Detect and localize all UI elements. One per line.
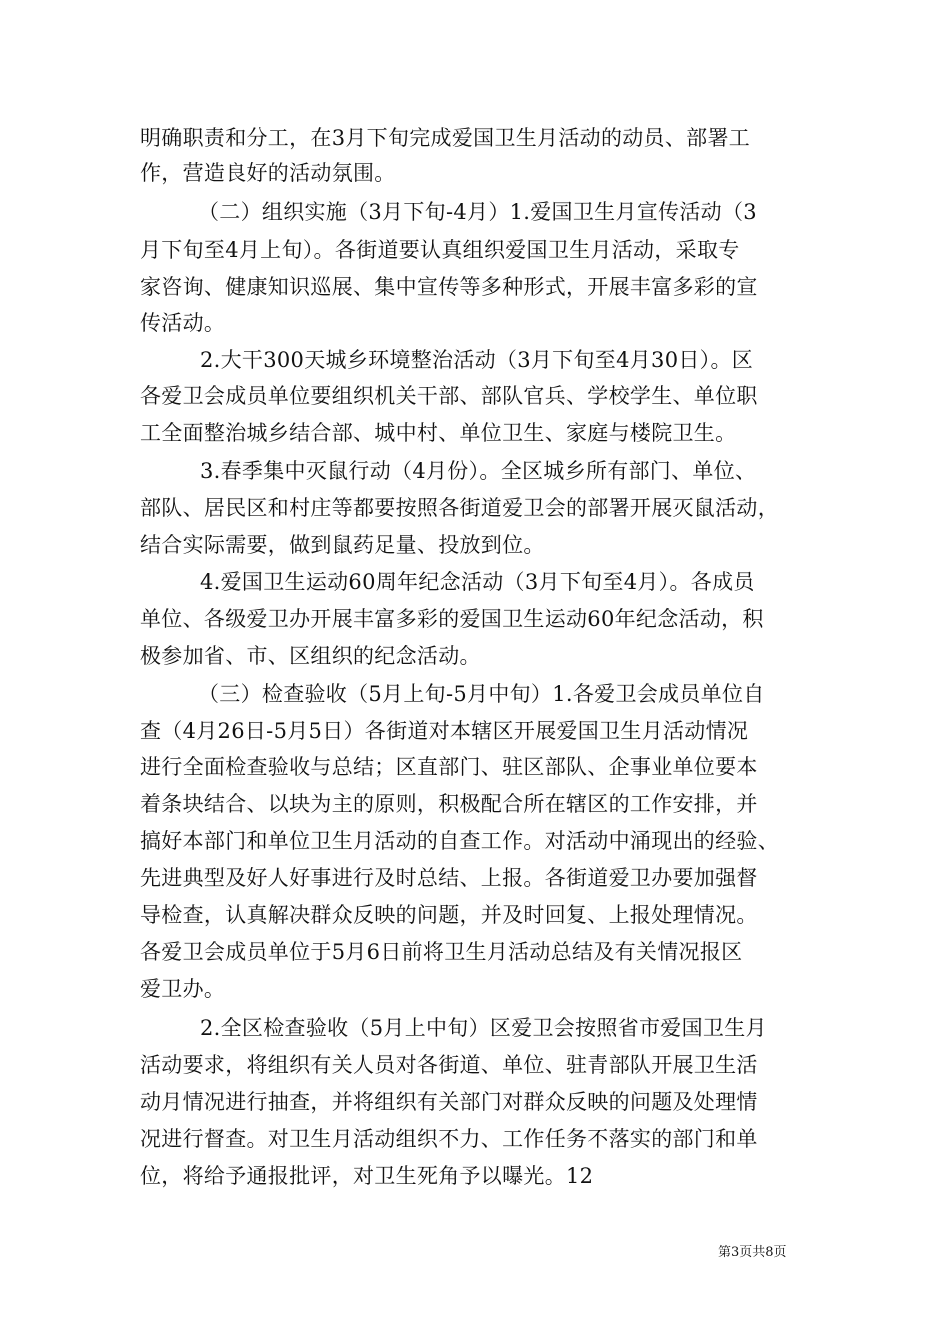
section-heading-line: （三）检查验收（5月上旬-5月中旬）1.各爱卫会成员单位自 <box>198 682 765 706</box>
text-line: 2.全区检查验收（5月上中旬）区爱卫会按照省市爱国卫生月 <box>200 1016 767 1040</box>
text-line: 导检查，认真解决群众反映的问题，并及时回复、上报处理情况。 <box>140 903 758 927</box>
section-heading-line: （二）组织实施（3月下旬-4月）1.爱国卫生月宣传活动（3 <box>198 200 757 224</box>
text-line: 着条块结合、以块为主的原则，积极配合所在辖区的工作安排，并 <box>140 792 758 816</box>
text-line: 结合实际需要，做到鼠药足量、投放到位。 <box>140 533 545 557</box>
text-line: 先进典型及好人好事进行及时总结、上报。各街道爱卫办要加强督 <box>140 866 758 890</box>
text-line: 各爱卫会成员单位要组织机关干部、部队官兵、学校学生、单位职 <box>140 384 758 408</box>
text-line: 位，将给予通报批评，对卫生死角予以曝光。12 <box>140 1164 594 1188</box>
text-line: 作，营造良好的活动氛围。 <box>140 161 396 185</box>
page-number-footer: 第3页共8页 <box>718 1245 787 1260</box>
text-line: 月下旬至4月上旬）。各街道要认真组织爱国卫生月活动，采取专 <box>140 238 740 262</box>
text-line: 各爱卫会成员单位于5月6日前将卫生月活动总结及有关情况报区 <box>140 940 743 964</box>
text-line: 活动要求，将组织有关人员对各街道、单位、驻青部队开展卫生活 <box>140 1053 758 1077</box>
text-line: 传活动。 <box>140 311 226 335</box>
text-line: 爱卫办。 <box>140 977 226 1001</box>
text-line: 搞好本部门和单位卫生月活动的自查工作。对活动中涌现出的经验、 <box>140 829 779 853</box>
text-line: 2.大干300天城乡环境整治活动（3月下旬至4月30日）。区 <box>200 348 754 372</box>
text-line: 况进行督查。对卫生月活动组织不力、工作任务不落实的部门和单 <box>140 1127 758 1151</box>
text-line: 明确职责和分工，在3月下旬完成爱国卫生月活动的动员、部署工 <box>140 126 751 150</box>
text-line: 3.春季集中灭鼠行动（4月份）。全区城乡所有部门、单位、 <box>200 459 757 483</box>
text-line: 进行全面检查验收与总结；区直部门、驻区部队、企事业单位要本 <box>140 755 758 779</box>
text-line: 部队、居民区和村庄等都要按照各街道爱卫会的部署开展灭鼠活动， <box>140 496 779 520</box>
text-line: 查（4月26日-5月5日）各街道对本辖区开展爱国卫生月活动情况 <box>140 719 749 743</box>
text-line: 动月情况进行抽查，并将组织有关部门对群众反映的问题及处理情 <box>140 1090 758 1114</box>
text-line: 极参加省、市、区组织的纪念活动。 <box>140 644 481 668</box>
text-line: 工全面整治城乡结合部、城中村、单位卫生、家庭与楼院卫生。 <box>140 421 737 445</box>
text-line: 家咨询、健康知识巡展、集中宣传等多种形式，开展丰富多彩的宣 <box>140 275 758 299</box>
text-line: 4.爱国卫生运动60周年纪念活动（3月下旬至4月）。各成员 <box>200 570 755 594</box>
text-line: 单位、各级爱卫办开展丰富多彩的爱国卫生运动60年纪念活动，积 <box>140 607 764 631</box>
